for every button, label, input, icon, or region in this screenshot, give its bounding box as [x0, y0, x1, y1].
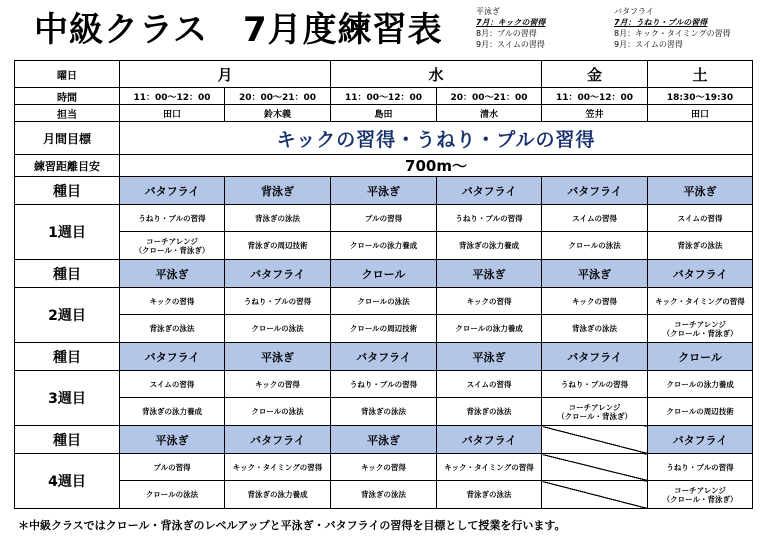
- coach-cell: 田口: [120, 105, 225, 122]
- menu-cell: うねり・プルの習得: [437, 205, 542, 232]
- stroke-cell: バタフライ: [542, 177, 648, 205]
- stroke-cell: クロール: [648, 343, 753, 371]
- menu-cell: うねり・プルの習得: [331, 371, 437, 398]
- stroke-cell: 平泳ぎ: [120, 260, 225, 288]
- stroke-cell: バタフライ: [437, 177, 542, 205]
- stroke-cell: 平泳ぎ: [331, 177, 437, 205]
- day-sat: 土: [648, 61, 753, 88]
- menu-cell: 背泳ぎの泳力養成: [225, 481, 331, 509]
- week-label: 4週目: [15, 454, 120, 509]
- schedule-table: [14, 60, 753, 509]
- legend-line: 9月：スイムの習得: [614, 40, 683, 49]
- menu-cell: 背泳ぎの周辺技術: [225, 232, 331, 260]
- stroke-cell: バタフライ: [437, 426, 542, 454]
- stroke-cell: バタフライ: [120, 177, 225, 205]
- monthly-goal: キックの習得・うねり・プルの習得: [120, 122, 753, 155]
- stroke-row-label: 種目: [15, 260, 120, 288]
- stroke-cell: バタフライ: [542, 343, 648, 371]
- menu-cell: 背泳ぎの泳法: [648, 232, 753, 260]
- stroke-cell: 平泳ぎ: [542, 260, 648, 288]
- menu-cell: クロールの泳力養成: [437, 315, 542, 343]
- label-day: 曜日: [15, 61, 120, 88]
- menu-cell: クロールの泳法: [542, 232, 648, 260]
- stroke-row-label: 種目: [15, 426, 120, 454]
- legend-heading: 平泳ぎ: [476, 7, 500, 16]
- menu-cell: キックの習得: [542, 288, 648, 315]
- stroke-cell: 平泳ぎ: [437, 343, 542, 371]
- time-cell: 11：00〜12：00: [542, 88, 648, 105]
- menu-cell: スイムの習得: [648, 205, 753, 232]
- day-mon: 月: [120, 61, 331, 88]
- time-cell: 11：00〜12：00: [120, 88, 225, 105]
- menu-cell: クロールの泳法: [331, 288, 437, 315]
- legend-line: 8月：キック・タイミングの習得: [614, 29, 731, 38]
- menu-cell: キック・タイミングの習得: [648, 288, 753, 315]
- stroke-cell: 背泳ぎ: [225, 177, 331, 205]
- stroke-row-label: 種目: [15, 343, 120, 371]
- menu-cell: コーチアレンジ （クロール・背泳ぎ）: [648, 315, 753, 343]
- stroke-cell: バタフライ: [225, 260, 331, 288]
- coach-cell: 清水: [437, 105, 542, 122]
- time-cell: 20：00〜21：00: [437, 88, 542, 105]
- coach-cell: 鈴木義: [225, 105, 331, 122]
- empty-cell: [542, 454, 648, 481]
- menu-cell: プルの習得: [120, 454, 225, 481]
- legend-heading: バタフライ: [614, 7, 654, 16]
- empty-cell: [542, 481, 648, 509]
- page-title: 中級クラス 7月度練習表: [34, 10, 443, 50]
- day-fri: 金: [542, 61, 648, 88]
- stroke-cell: バタフライ: [648, 426, 753, 454]
- stroke-cell: クロール: [331, 260, 437, 288]
- menu-cell: 背泳ぎの泳法: [542, 315, 648, 343]
- menu-cell: キックの習得: [120, 288, 225, 315]
- menu-cell: 背泳ぎの泳法: [331, 398, 437, 426]
- stroke-cell: 平泳ぎ: [331, 426, 437, 454]
- menu-cell: うねり・プルの習得: [648, 454, 753, 481]
- time-cell: 18:30〜19:30: [648, 88, 753, 105]
- legend-line: 7月：うねり・プルの習得: [614, 18, 708, 27]
- coach-cell: 田口: [648, 105, 753, 122]
- menu-cell: キック・タイミングの習得: [437, 454, 542, 481]
- stroke-cell: バタフライ: [225, 426, 331, 454]
- label-monthly-goal: 月間目標: [15, 122, 120, 155]
- week-label: 2週目: [15, 288, 120, 343]
- menu-cell: 背泳ぎの泳法: [331, 481, 437, 509]
- menu-cell: コーチアレンジ （クロール・背泳ぎ）: [542, 398, 648, 426]
- menu-cell: うねり・プルの習得: [225, 288, 331, 315]
- menu-cell: うねり・プルの習得: [542, 371, 648, 398]
- menu-cell: 背泳ぎの泳法: [225, 205, 331, 232]
- stroke-cell: 平泳ぎ: [225, 343, 331, 371]
- label-coach: 担当: [15, 105, 120, 122]
- menu-cell: うねり・プルの習得: [120, 205, 225, 232]
- menu-cell: コーチアレンジ （クロール・背泳ぎ）: [648, 481, 753, 509]
- stroke-cell: バタフライ: [120, 343, 225, 371]
- legend-breaststroke: [476, 6, 545, 50]
- menu-cell: スイムの習得: [542, 205, 648, 232]
- menu-cell: キックの習得: [437, 288, 542, 315]
- menu-cell: 背泳ぎの泳法: [437, 398, 542, 426]
- menu-cell: クロールの泳法: [120, 481, 225, 509]
- stroke-cell: バタフライ: [648, 260, 753, 288]
- time-cell: 11：00〜12：00: [331, 88, 437, 105]
- menu-cell: スイムの習得: [437, 371, 542, 398]
- menu-cell: キック・タイミングの習得: [225, 454, 331, 481]
- menu-cell: キックの習得: [331, 454, 437, 481]
- menu-cell: プルの習得: [331, 205, 437, 232]
- menu-cell: 背泳ぎの泳力養成: [120, 398, 225, 426]
- stroke-cell: 平泳ぎ: [437, 260, 542, 288]
- stroke-cell: バタフライ: [331, 343, 437, 371]
- menu-cell: クロールの泳法: [225, 315, 331, 343]
- time-cell: 20：00〜21：00: [225, 88, 331, 105]
- stroke-row-label: 種目: [15, 177, 120, 205]
- menu-cell: クロールの周辺技術: [648, 398, 753, 426]
- legend-line: 7月：キックの習得: [476, 18, 546, 27]
- menu-cell: スイムの習得: [120, 371, 225, 398]
- menu-cell: クロールの泳力養成: [648, 371, 753, 398]
- day-wed: 水: [331, 61, 542, 88]
- stroke-cell: 平泳ぎ: [120, 426, 225, 454]
- coach-cell: 笠井: [542, 105, 648, 122]
- label-time: 時間: [15, 88, 120, 105]
- menu-cell: キックの習得: [225, 371, 331, 398]
- distance-value: 700m〜: [120, 155, 753, 177]
- legend-butterfly: [614, 6, 731, 50]
- coach-cell: 島田: [331, 105, 437, 122]
- stroke-cell: 平泳ぎ: [648, 177, 753, 205]
- footnote: ＊中級クラスではクロール・背泳ぎのレベルアップと平泳ぎ・バタフライの習得を目標として授業を行います。: [18, 519, 566, 532]
- legend-line: 9月：スイムの習得: [476, 40, 545, 49]
- menu-cell: 背泳ぎの泳法: [437, 481, 542, 509]
- menu-cell: クロールの泳法: [225, 398, 331, 426]
- menu-cell: 背泳ぎの泳法: [120, 315, 225, 343]
- empty-cell: [542, 426, 648, 454]
- menu-cell: 背泳ぎの泳力養成: [437, 232, 542, 260]
- menu-cell: クロールの周辺技術: [331, 315, 437, 343]
- menu-cell: コーチアレンジ （クロール・背泳ぎ）: [120, 232, 225, 260]
- legend-line: 8月：プルの習得: [476, 29, 537, 38]
- week-label: 1週目: [15, 205, 120, 260]
- week-label: 3週目: [15, 371, 120, 426]
- label-distance: 練習距離目安: [15, 155, 120, 177]
- menu-cell: クロールの泳力養成: [331, 232, 437, 260]
